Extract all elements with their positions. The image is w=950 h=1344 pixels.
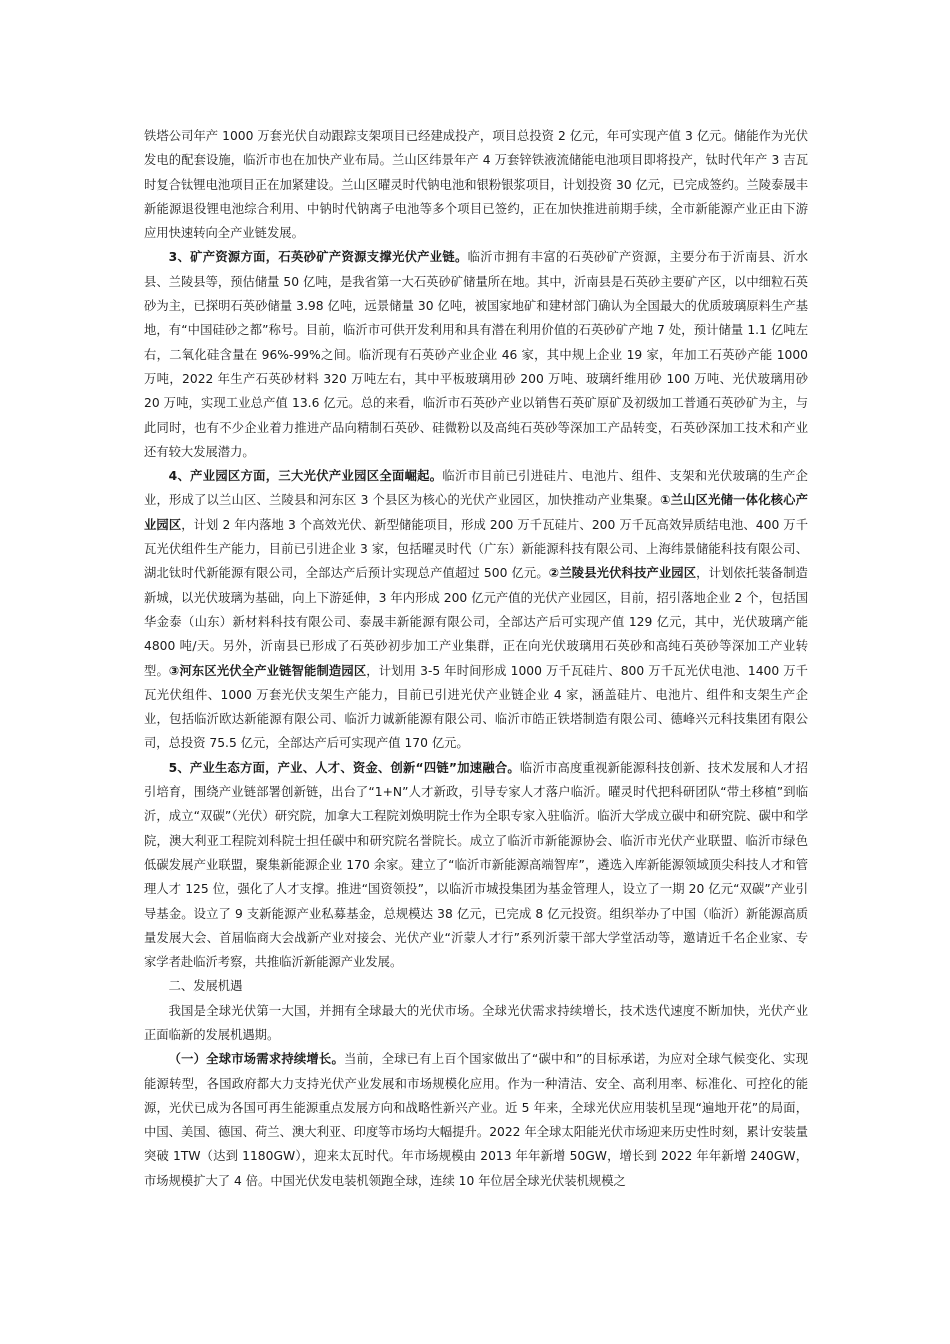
paragraph-heading: 3、矿产资源方面，石英砂矿产资源支撑光伏产业链。 [168, 250, 468, 265]
document-page [144, 124, 808, 1193]
paragraph-text: 当前，全球已有上百个国家做出了“碳中和”的目标承诺，为应对全球气候变化、实现能源转型，各国政府都大力支持光伏产业发展和市场规模化应用。作为一种清洁、安全、高利用率、标准化、可控化的能源，光伏已成为各国可再生能源重点发展方向和战略性新兴产业。近 5 年来，全球光伏应用装机呈现“遍地开花”的局面，中国、美国、德国、荷兰、澳大利亚、印度等市场均大幅提升。2022 年全球太阳能光伏市场迎来历史性时刻，累计安装量突破 1TW（达到 1180GW），迎来太瓦时代。年市场规模由 2013 年年新增 50GW，增长到 2022 年年新增 240GW，市场规模扩大了 4 倍。中国光伏发电装机领跑全球，连续 10 年位居全球光伏装机规模之 [144, 1052, 808, 1188]
park-name-hedong: ③河东区光伏全产业链智能制造园区 [168, 663, 367, 678]
park-name-lanling: ②兰陵县光伏科技产业园区 [548, 566, 697, 581]
paragraph-text: 我国是全球光伏第一大国，并拥有全球最大的光伏市场。全球光伏需求持续增长，技术迭代速度不断加快，光伏产业正面临新的发展机遇期。 [144, 1003, 808, 1042]
section-title-opportunities: 二、发展机遇 [168, 979, 243, 994]
paragraph-text: 临沂市拥有丰富的石英砂矿产资源，主要分布于沂南县、沂水县、兰陵县等，预估储量 50 亿吨，是我省第一大石英砂矿储量所在地。其中，沂南县是石英砂主要矿产区，以中细粒石英砂为主，已探明石英砂储量 3.98 亿吨，远景储量 30 亿吨，被国家地矿和建材部门确认为全国最大的优质玻璃原料生产基地，有“中国硅砂之都”称号。目前，临沂市可供开发利用和具有潜在利用价值的石英砂矿产地 7 处，预计储量 1.1 亿吨左右，二氧化硅含量在 96%-99%之间。临沂现有石英砂产业企业 46 家，其中规上企业 19 家，年加工石英砂产能 1000 万吨，2022 年生产石英砂材料 320 万吨左右，其中平板玻璃用砂 200 万吨、玻璃纤维用砂 100 万吨、光伏玻璃用砂 20 万吨，实现工业总产值 13.6 亿元。总的来看，临沂市石英砂产业以销售石英矿原矿及初级加工普通石英砂矿为主，与此同时，也有不少企业着力推进产品向精制石英砂、硅微粉以及高纯石英砂等深加工产品转变，石英砂深加工技术和产业还有较大发展潜力。 [144, 250, 808, 459]
paragraph-heading: 4、产业园区方面，三大光伏产业园区全面崛起。 [168, 469, 443, 484]
paragraph-intro-continuation [144, 124, 808, 245]
paragraph-global-demand [144, 1047, 808, 1193]
paragraph-text: 临沂市高度重视新能源科技创新、技术发展和人才招引培育，围绕产业链部署创新链，出台了“1+N”人才新政，引导专家人才落户临沂。曜灵时代把科研团队“带土移植”到临沂，成立“双碳”（光伏）研究院，加拿大工程院刘焕明院士作为全职专家入驻临沂。临沂大学成立碳中和研究院、碳中和学院，澳大利亚工程院刘科院士担任碳中和研究院名誉院长。成立了临沂市新能源协会、临沂市光伏产业联盟、临沂市绿色低碳发展产业联盟，聚集新能源企业 170 余家。建立了“临沂市新能源高端智库”，遴选入库新能源领域顶尖科技人才和管理人才 125 位，强化了人才支撑。推进“国资领投”，以临沂市城投集团为基金管理人，设立了一期 20 亿元“双碳”产业引导基金。设立了 9 支新能源产业私募基金，总规模达 38 亿元，已完成 8 亿元投资。组织举办了中国（临沂）新能源高质量发展大会、首届临商大会战新产业对接会、光伏产业“沂蒙人才行”系列沂蒙干部大学堂活动等，邀请近千名企业家、专家学者赴临沂考察，共推临沂新能源产业发展。 [144, 760, 808, 970]
paragraph-heading: 5、产业生态方面，产业、人才、资金、创新“四链”加速融合。 [168, 760, 520, 775]
paragraph-text: ，计划 2 年内落地 3 个高效光伏、新型储能项目，形成 200 万千瓦硅片、200 万千瓦高效异质结电池、400 万千瓦光伏组件生产能力，目前已引进企业 3 家，包括曜灵时代（广东）新能源科技有限公司、上海纬景储能科技有限公司、湖北钛时代新能源有限公司，全部达产后预计实现总产值超过 500 亿元。 [144, 517, 808, 581]
paragraph-text: 临沂市目前已引进硅片、电池片、组件、支架和光伏玻璃的生产企业，形成了以兰山区、兰陵县和河东区 3 个县区为核心的光伏产业园区，加快推动产业集聚。 [144, 469, 808, 508]
paragraph-text: ，计划依托装备制造新城，以光伏玻璃为基础，向上下游延伸，3 年内形成 200 亿元产值的光伏产业园区，目前，招引落地企业 2 个，包括国华金泰（山东）新材料科技有限公司、泰晟丰新能源有限公司，全部达产后可实现产值 129 亿元，其中，光伏玻璃产能 4800 吨/天。另外，沂南县已形成了石英砂初步加工产业集群，正在向光伏玻璃用石英砂和高纯石英砂等深加工产业转型。 [144, 566, 808, 678]
paragraph-text: 铁塔公司年产 1000 万套光伏自动跟踪支架项目已经建成投产，项目总投资 2 亿元，年可实现产值 3 亿元。储能作为光伏发电的配套设施，临沂市也在加快产业布局。兰山区纬景年产 4 万套锌铁液流储能电池项目即将投产，钛时代年产 3 吉瓦时复合钛锂电池项目正在加紧建设。兰山区曜灵时代钠电池和银粉银浆项目，计划投资 30 亿元，已完成签约。兰陵泰晟丰新能源退役锂电池综合利用、中钠时代钠离子电池等多个项目已签约，正在加快推进前期手续，全市新能源产业正由下游应用快速转向全产业链发展。 [144, 129, 808, 241]
paragraph-opportunities-intro [144, 999, 808, 1048]
paragraph-industrial-parks [144, 464, 808, 756]
paragraph-industrial-ecology [144, 756, 808, 975]
paragraph-mineral-resources [144, 245, 808, 464]
paragraph-text: ，计划用 3-5 年时间形成 1000 万千瓦硅片、800 万千瓦光伏电池、1400 万千瓦光伏组件、1000 万套光伏支架生产能力，目前已引进光伏产业链企业 4 家，涵盖硅片、电池片、组件和支架生产企业，包括临沂欧达新能源有限公司、临沂力诚新能源有限公司、临沂市皓正铁塔制造有限公司、德峰兴元科技集团有限公司，总投资 75.5 亿元，全部达产后可实现产值 170 亿元。 [144, 663, 808, 751]
park-name-lanshan: ①兰山区光储一体化核心产业园区 [144, 493, 808, 532]
paragraph-heading: （一）全球市场需求持续增长。 [168, 1052, 344, 1067]
